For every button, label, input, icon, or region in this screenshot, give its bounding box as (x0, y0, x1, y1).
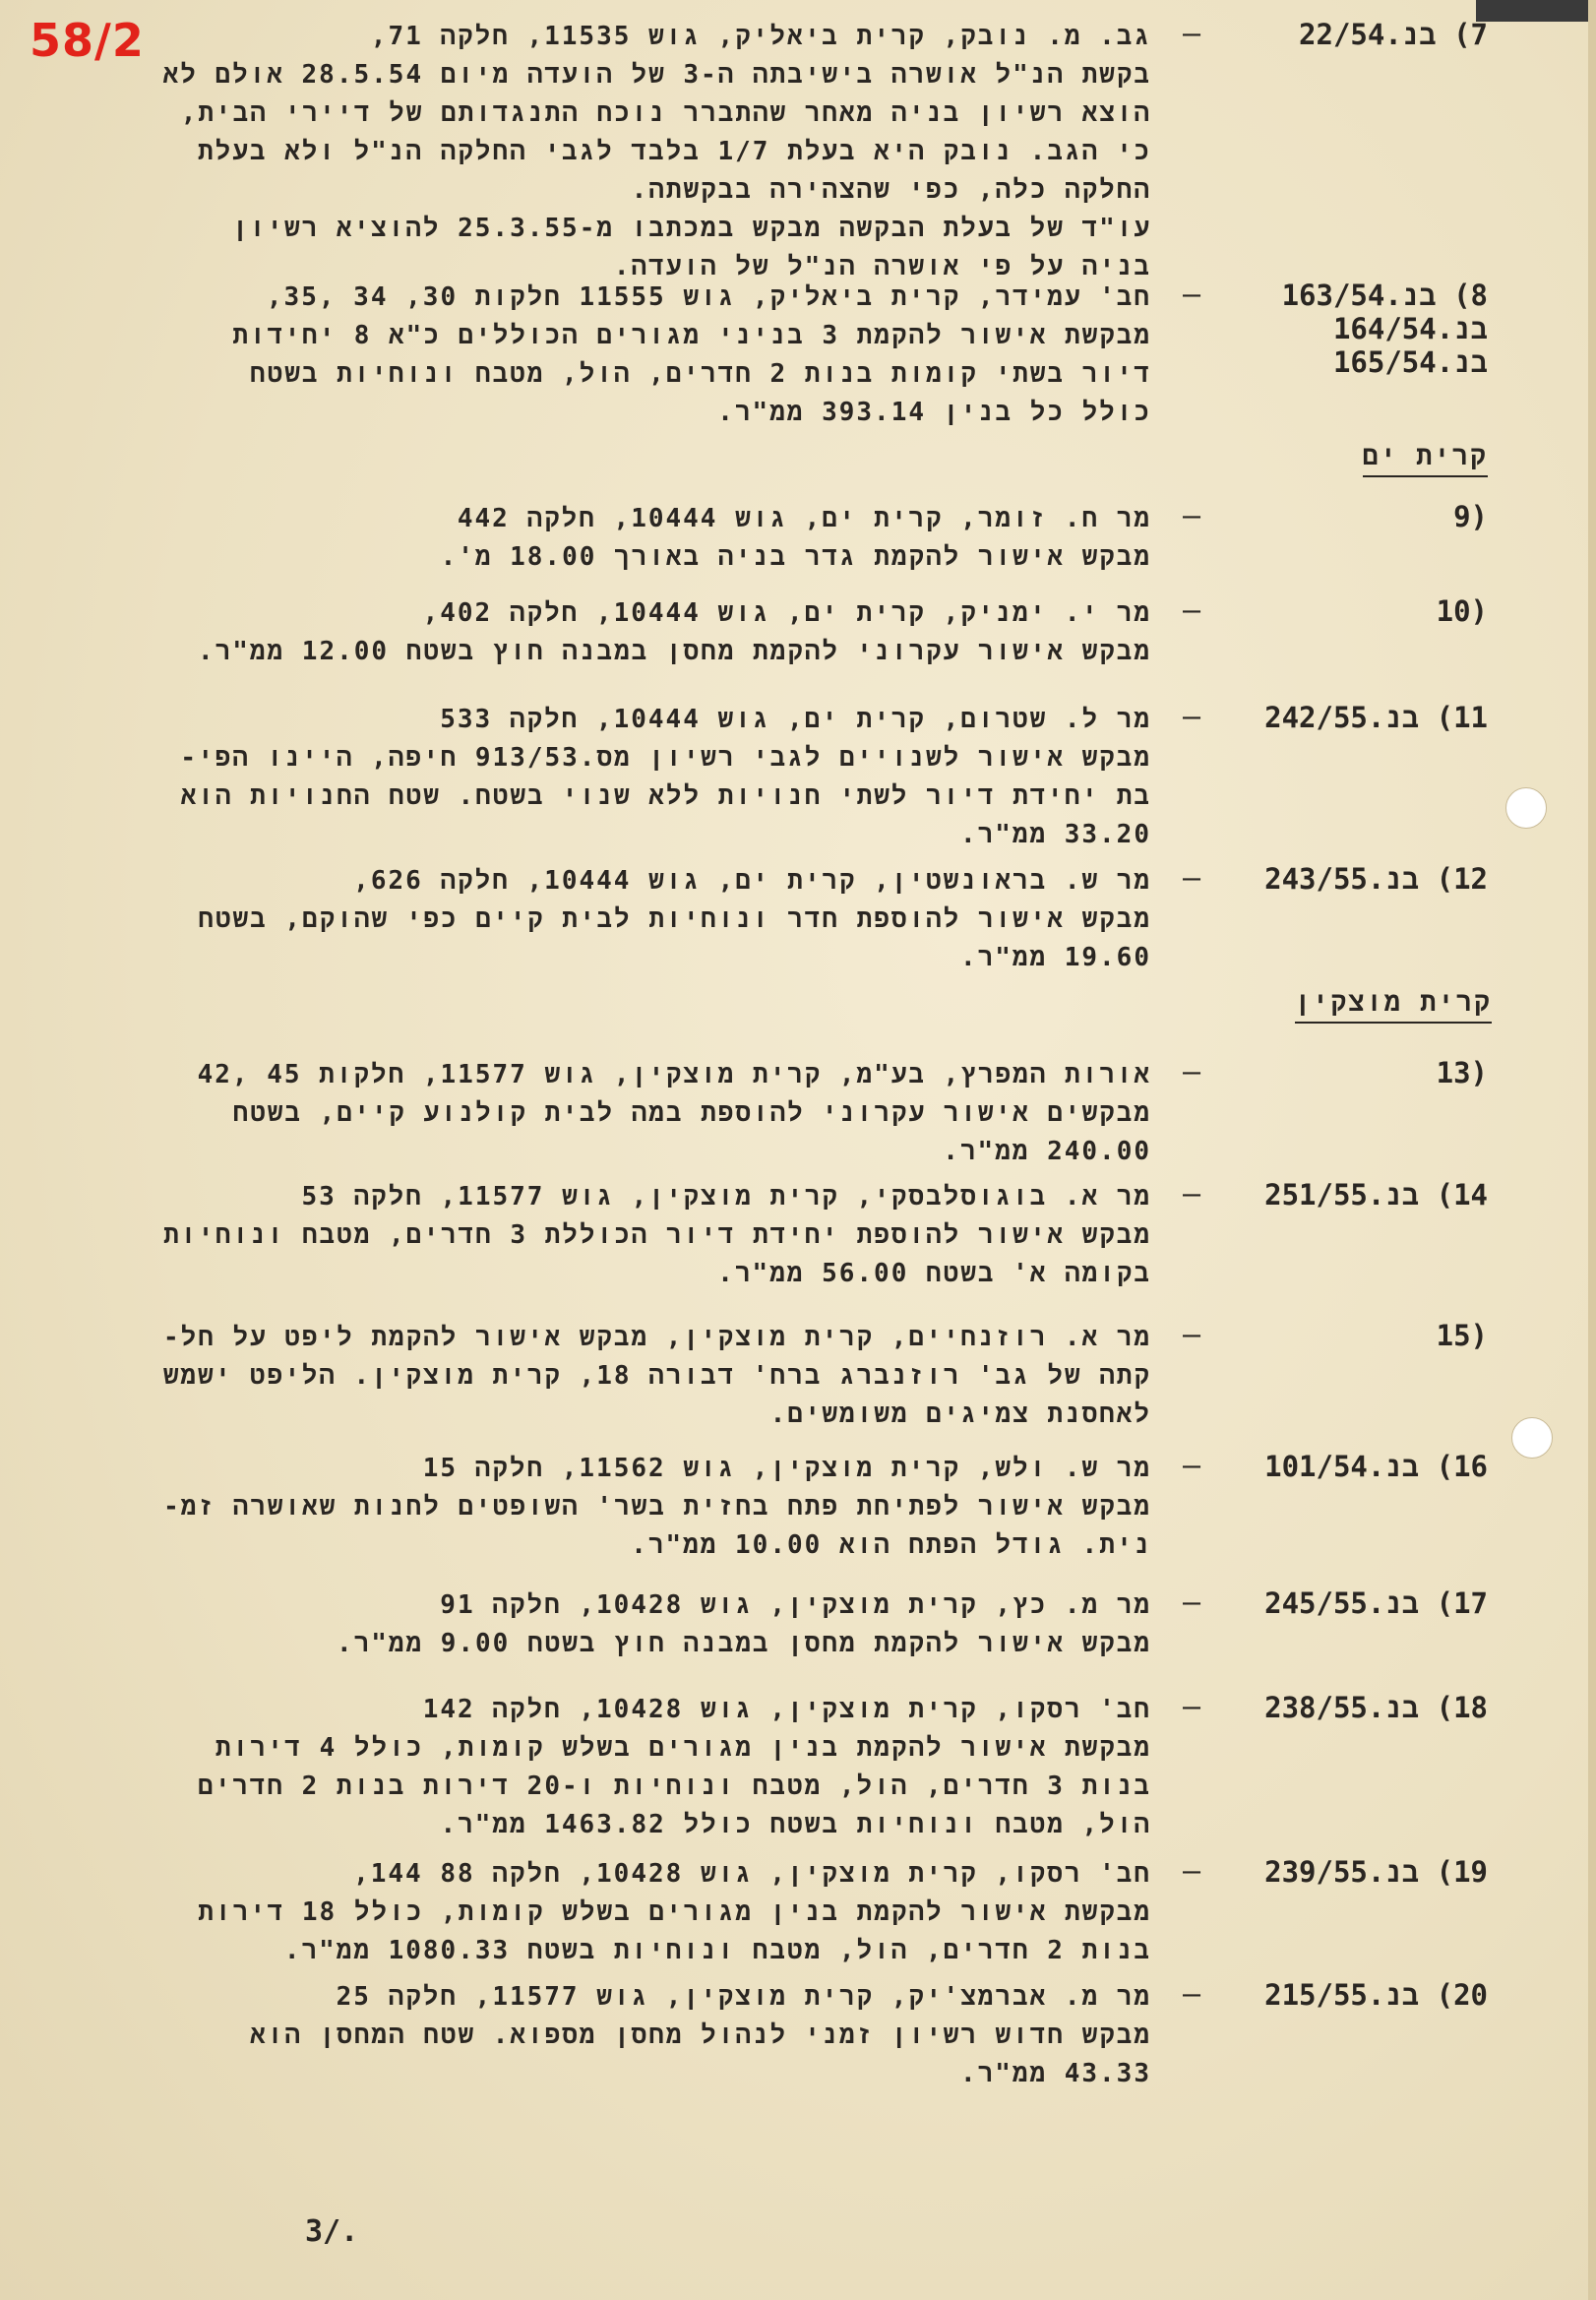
entry-body (39, 1691, 1151, 1844)
entry-text-line: מר ל. שטרום, קרית ים, גוש 10444, חלקה 533 (440, 705, 1151, 734)
entry-reference-line: 11) בנ.242/55 (1264, 701, 1488, 734)
entry-text-line: מר י. ימניק, קרית ים, גוש 10444, חלקה 402, (422, 598, 1151, 628)
entry-reference-line: בנ.164/54 (1332, 312, 1488, 345)
entry-text-line: קתה של גב' רוזנברג ברח' דבורה 18, קרית מוצקין. הליפט ישמש (162, 1361, 1151, 1391)
entry-reference-line: 7) בנ.22/54 (1299, 18, 1488, 51)
entry-text-line: חב' רסקו, קרית מוצקין, גוש 10428, חלקה 88 144, (353, 1859, 1151, 1889)
entry-reference-line: 13) (1436, 1056, 1488, 1089)
entry-body (39, 1855, 1151, 1970)
entry-body (39, 500, 1151, 577)
entry-reference-line: 20) בנ.215/55 (1264, 1978, 1488, 2012)
entry-reference (1264, 1586, 1488, 1620)
entry-reference (1264, 1178, 1488, 1212)
entry-text-line: החלקה כלה, כפי שהצהירה בבקשתה. (631, 175, 1151, 205)
entry-text-line: מר ש. בראונשטין, קרית ים, גוש 10444, חלקה 626, (353, 866, 1151, 896)
section-heading-kiryat-yam: קרית ים (1363, 441, 1488, 477)
entry-text-line: הול, מטבח ונוחיות בשטח כולל 1463.82 ממ"ר. (440, 1810, 1151, 1839)
entry-reference (1437, 594, 1488, 628)
entry-reference-line: 9) (1453, 500, 1488, 533)
entry-text-line: מבקש אישור עקרוני להקמת מחסן במבנה חוץ בשטח 12.00 ממ"ר. (198, 637, 1151, 666)
entry-text-line: מר א. בוגוסלבסקי, קרית מוצקין, גוש 11577, חלקה 53 (301, 1182, 1151, 1212)
entry-text-line: מר ח. זומר, קרית ים, גוש 10444, חלקה 442 (457, 504, 1151, 533)
entry-dash: – (1183, 1977, 1201, 2012)
entry-text-line: מבקש אישור לשנויים לגבי רשיון מס.913/53 חיפה, היינו הפי- (180, 743, 1151, 773)
entry-text-line: מבקש אישור להוספת יחידת דיור הכוללת 3 חדרים, מטבח ונוחיות (163, 1220, 1151, 1250)
entry-reference-line: בנ.165/54 (1332, 345, 1488, 379)
entry-dash: – (1183, 1449, 1201, 1483)
page-number: 3/. (305, 2214, 359, 2249)
entry-text-line: אורות המפרץ, בע"מ, קרית מוצקין, גוש 11577, חלקות 45 ,42 (197, 1060, 1151, 1089)
entry-reference (1453, 500, 1488, 533)
entry-text-line: מבקשת אישור להקמת בנין מגורים בשלש קומות, כולל 18 דירות (198, 1897, 1151, 1927)
entry-text-line: עו"ד של בעלת הבקשה מבקש במכתבו מ-25.3.55 להוציא רשיון (232, 214, 1151, 243)
entry-reference (1264, 1855, 1488, 1889)
entry-reference-line: 8) בנ.163/54 (1281, 279, 1488, 312)
entry-text-line: מבקש אישור להקמת מחסן במבנה חוץ בשטח 9.00 ממ"ר. (336, 1629, 1151, 1658)
entry-dash: – (1183, 1585, 1201, 1620)
entry-text-line: מבקש אישור לפתיחת פתח בחזית בשר' השופטים לחנות שאושרה זמ- (163, 1492, 1151, 1522)
entry-text-line: מבקש אישור להוספת חדר ונוחיות לבית קיים כפי שהוקם, בשטח (198, 904, 1151, 934)
entry-text-line: 240.00 ממ"ר. (943, 1137, 1151, 1166)
entry-body (39, 18, 1151, 286)
entry-body (39, 1178, 1151, 1293)
entry-text-line: חב' עמידר, קרית ביאליק, גוש 11555 חלקות 30, 34 ,35, (266, 282, 1151, 312)
entry-reference (1264, 1691, 1488, 1724)
entry-text-line: לאחסנת צמיגים משומשים. (769, 1399, 1151, 1429)
entry-body (39, 1978, 1151, 2093)
punch-hole (1505, 787, 1547, 829)
entry-text-line: בניה על פי אושרה הנ"ל של הועדה. (613, 252, 1151, 281)
entry-text-line: כי הגב. נובק היא בעלת 1/7 בלבד לגבי החלקה הנ"ל ולא בעלת (198, 137, 1151, 166)
entry-dash: – (1183, 278, 1201, 312)
entry-body (39, 1319, 1151, 1434)
entry-text-line: כולל כל בנין 393.14 ממ"ר. (717, 398, 1151, 427)
entry-text-line: מר מ. כץ, קרית מוצקין, גוש 10428, חלקה 91 (440, 1590, 1151, 1620)
entry-dash: – (1183, 17, 1201, 51)
entry-reference-line: 17) בנ.245/55 (1264, 1586, 1488, 1620)
entry-text-line: חב' רסקו, קרית מוצקין, גוש 10428, חלקה 142 (422, 1695, 1151, 1724)
scan-edge-right (1588, 0, 1596, 2300)
entry-text-line: בנות 3 חדרים, הול, מטבח ונוחיות ו-20 דירות בנות 2 חדרים (197, 1772, 1151, 1801)
section-heading-kiryat-motzkin: קרית מוצקין (1295, 987, 1492, 1024)
entry-text-line: 43.33 ממ"ר. (959, 2059, 1151, 2088)
entry-text-line: מר א. רוזנחיים, קרית מוצקין, מבקש אישור להקמת ליפט על חל- (162, 1323, 1151, 1352)
entry-reference-line: 10) (1436, 594, 1488, 628)
entry-body (39, 1450, 1151, 1565)
entry-dash: – (1183, 1854, 1201, 1889)
entry-text-line: בקומה א' בשטח 56.00 ממ"ר. (717, 1259, 1151, 1288)
entry-reference-line: 19) בנ.239/55 (1264, 1855, 1488, 1889)
entry-reference (1264, 701, 1488, 734)
entry-text-line: 33.20 ממ"ר. (959, 820, 1151, 849)
entry-text-line: בת יחידת דיור לשתי חנויות ללא שנוי בשטח. שטח החנויות הוא (180, 781, 1151, 811)
entry-text-line: נית. גודל הפתח הוא 10.00 ממ"ר. (631, 1530, 1151, 1560)
entry-text-line: מר מ. אברמצ'יק, קרית מוצקין, גוש 11577, חלקה 25 (336, 1982, 1151, 2012)
entry-text-line: הוצא רשיון בניה מאחר שהתברר נוכח התנגדותם של דיירי הבית, (180, 98, 1151, 128)
entry-body (39, 701, 1151, 854)
entry-text-line: בנות 2 חדרים, הול, מטבח ונוחיות בשטח 1080.33 ממ"ר. (283, 1936, 1151, 1965)
entry-reference (1264, 862, 1488, 896)
entry-body (39, 862, 1151, 977)
punch-hole (1511, 1417, 1553, 1459)
entry-dash: – (1183, 499, 1201, 533)
entry-reference-line: 15) (1436, 1319, 1488, 1352)
entry-body (39, 279, 1151, 432)
entry-reference-line: 16) בנ.101/54 (1264, 1450, 1488, 1483)
entry-reference-line: 12) בנ.243/55 (1264, 862, 1488, 896)
entry-text-line: דיור בשתי קומות בנות 2 חדרים, הול, מטבח ונוחיות בשטח (250, 359, 1151, 389)
entry-text-line: גב. מ. נובק, קרית ביאליק, גוש 11535, חלקה 71, (370, 22, 1151, 51)
entry-text-line: מבקשת אישור להקמת בנין מגורים בשלש קומות, כולל 4 דירות (215, 1733, 1151, 1763)
entry-text-line: 19.60 ממ"ר. (959, 943, 1151, 972)
entry-text-line: בקשת הנ"ל אושרה בישיבתה ה-3 של הועדה מיום 28.5.54 אולם לא (162, 60, 1151, 90)
entry-dash: – (1183, 593, 1201, 628)
entry-reference (1299, 18, 1488, 51)
entry-text-line: מבקשת אישור להקמת 3 בניני מגורים הכוללים כ"א 8 יחידות (232, 321, 1151, 350)
entry-body (39, 1586, 1151, 1663)
page-stamp: 58/2 (30, 14, 145, 67)
entry-reference-line: 18) בנ.238/55 (1264, 1691, 1488, 1724)
entry-text-line: מבקשים אישור עקרוני להוספת במה לבית קולנוע קיים, בשטח (232, 1098, 1151, 1128)
entry-body (39, 594, 1151, 671)
entry-dash: – (1183, 1318, 1201, 1352)
entry-body (39, 1056, 1151, 1171)
entry-dash: – (1183, 700, 1201, 734)
entry-text-line: מבקש אישור להקמת גדר בניה באורך 18.00 מ'. (440, 542, 1151, 572)
entry-reference (1264, 1450, 1488, 1483)
entry-reference (1437, 1319, 1488, 1352)
entry-reference (1282, 279, 1488, 379)
entry-dash: – (1183, 1177, 1201, 1212)
entry-dash: – (1183, 1690, 1201, 1724)
entry-reference (1264, 1978, 1488, 2012)
entry-reference (1437, 1056, 1488, 1089)
scan-edge (1476, 0, 1596, 22)
entry-dash: – (1183, 861, 1201, 896)
entry-text-line: מבקש חדוש רשיון זמני לנהול מחסן מספוא. שטח המחסן הוא (250, 2020, 1151, 2050)
entry-reference-line: 14) בנ.251/55 (1264, 1178, 1488, 1212)
entry-dash: – (1183, 1055, 1201, 1089)
entry-text-line: מר ש. ולש, קרית מוצקין, גוש 11562, חלקה 15 (422, 1454, 1151, 1483)
